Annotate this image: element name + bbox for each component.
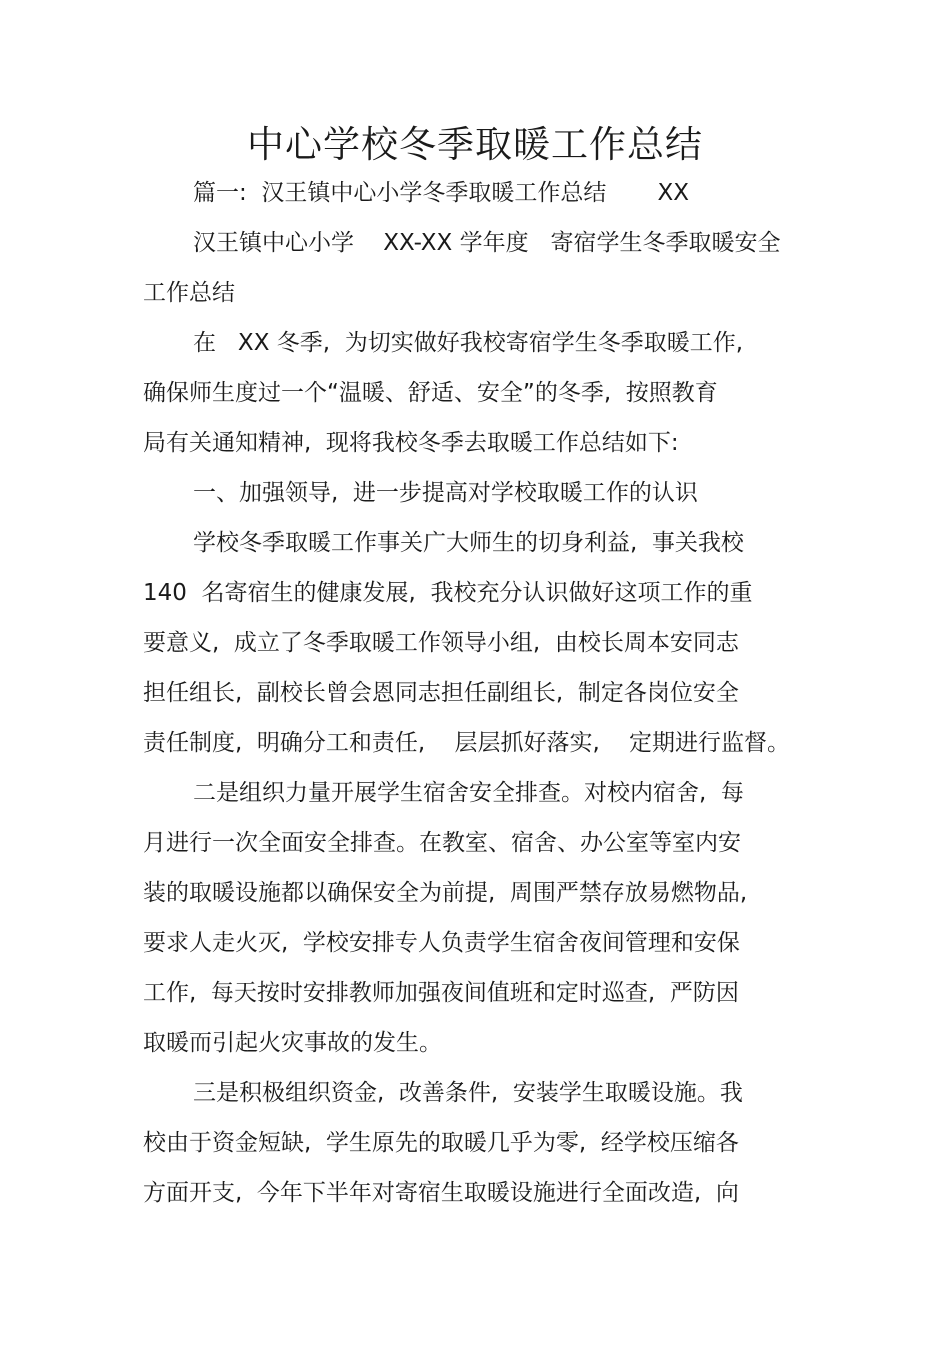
text-line: 月进行一次全面安全排查。在教室、宿舍、办公室等室内安 (143, 830, 741, 856)
text-line: 局有关通知精神, 现将我校冬季去取暖工作总结如下: (143, 430, 679, 456)
text-line: 工作总结 (143, 280, 235, 306)
text-line: 取暖而引起火灾事故的发生。 (143, 1030, 442, 1056)
text-line: 三是积极组织资金, 改善条件, 安装学生取暖设施。我 (193, 1080, 743, 1106)
text-line: 汉王镇中心小学 XX-XX 学年度 寄宿学生冬季取暖安全 (193, 230, 781, 256)
text-line: 确保师生度过一个“温暖、舒适、安全”的冬季, 按照教育 (143, 380, 718, 406)
text-line: 要意义, 成立了冬季取暖工作领导小组, 由校长周本安同志 (143, 630, 739, 656)
text-line: 学校冬季取暖工作事关广大师生的切身利益, 事关我校 (193, 530, 744, 556)
text-line: 担任组长, 副校长曾会恩同志担任副组长, 制定各岗位安全 (143, 680, 739, 706)
text-line: 方面开支, 今年下半年对寄宿生取暖设施进行全面改造, 向 (143, 1180, 739, 1206)
text-line: 二是组织力量开展学生宿舍安全排查。对校内宿舍, 每 (193, 780, 744, 806)
text-line: 校由于资金短缺, 学生原先的取暖几乎为零, 经学校压缩各 (143, 1130, 739, 1156)
text-line: 一、加强领导, 进一步提高对学校取暖工作的认识 (193, 480, 698, 506)
text-line: 在 XX 冬季, 为切实做好我校寄宿学生冬季取暖工作, (193, 330, 744, 356)
document-title: 中心学校冬季取暖工作总结 (247, 123, 703, 166)
text-line: 140 名寄宿生的健康发展, 我校充分认识做好这项工作的重 (143, 580, 753, 606)
text-line: 要求人走火灭, 学校安排专人负责学生宿舍夜间管理和安保 (143, 930, 740, 956)
text-line: 责任制度, 明确分工和责任, 层层抓好落实, 定期进行监督。 (143, 730, 791, 756)
text-line: 装的取暖设施都以确保安全为前提, 周围严禁存放易燃物品, (143, 880, 748, 906)
text-line: 篇一: 汉王镇中心小学冬季取暖工作总结 XX (193, 180, 690, 206)
text-line: 工作, 每天按时安排教师加强夜间值班和定时巡查, 严防因 (143, 980, 739, 1006)
